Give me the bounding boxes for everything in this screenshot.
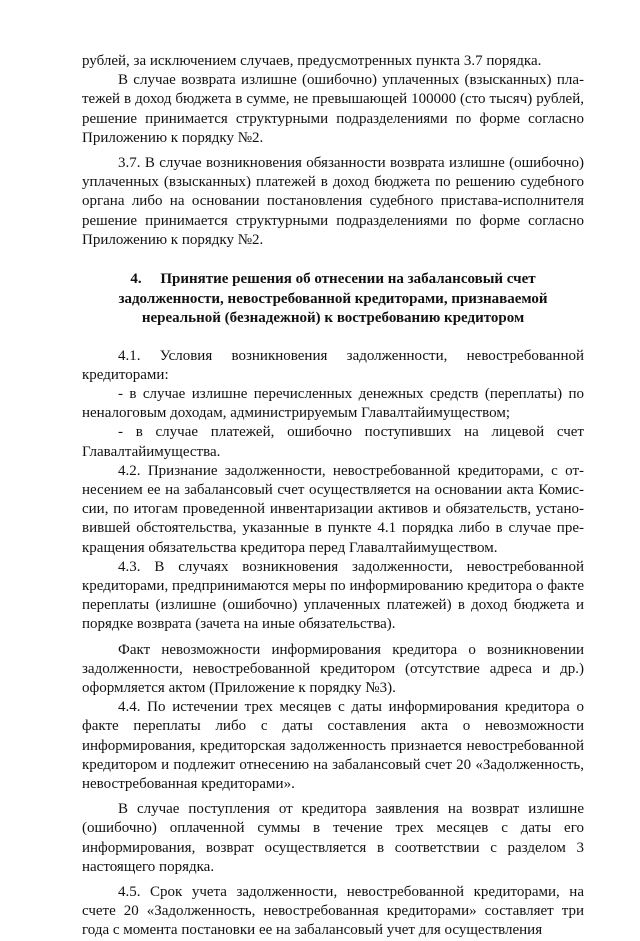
section-4-heading-line1 xyxy=(82,270,584,290)
section-4-heading-line2: задолженности, невостребованной кредиторами, признаваемой xyxy=(118,290,548,307)
list-item-erroneous-payments: - в случае платежей, ошибочно поступивших на лицевой счет Главалтайимущества. xyxy=(82,424,584,460)
paragraph-4-2: 4.2. Признание задолженности, невостребованной кредиторами, с отнесением ее на забалансовый счет осуществляется на основании акта Комиссии, по итогам проведенной инвентаризации активов и обязательств, установившей обстоятельства, указанные в пункте 4.1 порядка либо в случае прекращения обязательства кредитора перед Главалтайимуществом. xyxy=(82,462,584,556)
paragraph-4-5: 4.5. Срок учета задолженности, невостребованной кредиторами, на счете 20 «Задолженность, невостребованная кредиторами» составляет три года с момента постановки ее на забалансовый учет для осуществления xyxy=(82,884,584,939)
paragraph-claim-return: В случае поступления от кредитора заявления на возврат излишне (ошибочно) оплаченной суммы в течение трех месяцев с даты его информирования, возврат осуществляется в соответствии с разделом 3 настоящего порядка. xyxy=(82,801,584,875)
paragraph-refund-under-limit: В случае возврата излишне (ошибочно) уплаченных (взысканных) платежей в доход бюджета в сумме, не превышающей 100000 (сто тысяч) рублей, решение принимается структурными подразделениями по форме согласно Приложению к порядку №2. xyxy=(82,72,584,146)
section-4-heading xyxy=(82,270,584,329)
paragraph-4-3: 4.3. В случаях возникновения задолженности, невостребованной кредиторами, предпринимаются меры по информированию кредитора о факте переплаты (излишне (ошибочно) уплаченных платежей) в доход бюджета и порядке возврата (зачета на иные обязательства). xyxy=(82,558,584,633)
paragraph-continuation: рублей, за исключением случаев, предусмотренных пункта 3.7 порядка. xyxy=(82,53,542,69)
list-item-overpayment: - в случае излишне перечисленных денежных средств (переплаты) по неналоговым доходам, администрируемым Главалтайимуществом; xyxy=(82,385,584,422)
paragraph-impossibility-fact: Факт невозможности информирования кредитора о возникновении задолженности, невостребованной кредитором (отсутствие адреса и др.) оформляется актом (Приложение к порядку №3). xyxy=(82,641,584,696)
section-number: 4. xyxy=(130,271,142,288)
section-4-heading-line3: нереальной (безнадежной) к востребованию кредитором xyxy=(141,310,525,327)
paragraph-3-7: 3.7. В случае возникновения обязанности возврата излишне (ошибочно) уплаченных (взысканных) платежей в доход бюджета по решению судебного органа либо на основании постановления судебного пристава-исполнителя решение принимается структурными подразделениями по форме согласно Приложению к порядку №2. xyxy=(82,155,584,248)
paragraph-4-1: 4.1. Условия возникновения задолженности, невостребованной кредиторами: xyxy=(82,347,584,383)
heading-text-1: Принятие решения об отнесении на забалансовый счет xyxy=(160,271,536,288)
paragraph-4-4: 4.4. По истечении трех месяцев с даты информирования кредитора о факте переплаты либо с даты составления акта о невозможности информирования, кредиторская задолженность признается невостребованной кредитором и подлежит отнесению на забалансовый счет 20 «Задолженность, невостребованная кредиторами». xyxy=(82,699,584,792)
